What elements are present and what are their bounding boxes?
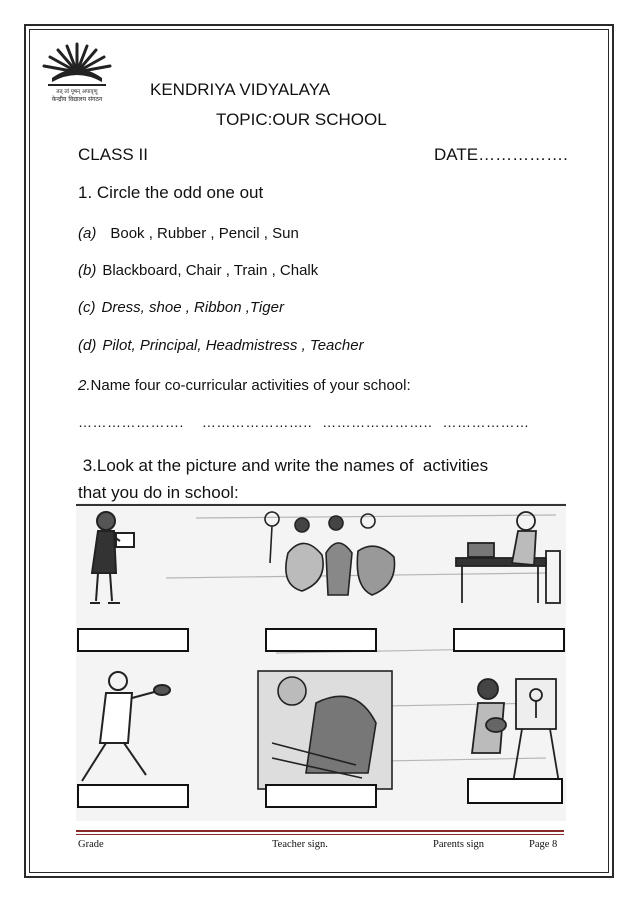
answer-blank[interactable]: ………………….. [322, 414, 433, 430]
class-label: CLASS II [78, 145, 148, 164]
option-label: (a) [78, 225, 97, 242]
logo-motto: तत् त्वं पूषन् अपावृणु [56, 89, 98, 95]
option-a [78, 225, 299, 242]
footer-page-number: Page 8 [529, 839, 558, 850]
option-text: Dress, shoe , Ribbon ,Tiger [101, 299, 284, 316]
option-label: (b) [78, 262, 97, 279]
footer-rule-thin [76, 834, 564, 835]
answer-box[interactable] [266, 629, 376, 651]
footer-grade: Grade [78, 839, 104, 850]
footer-parents-sign: Parents sign [433, 839, 485, 850]
question-2-number: 2. [78, 377, 91, 394]
date-label: DATE……………. [434, 145, 568, 164]
question-1-title: 1. Circle the odd one out [78, 183, 264, 202]
answer-blank[interactable]: ……………… [442, 414, 530, 430]
topic-title: TOPIC:OUR SCHOOL [216, 110, 387, 129]
option-text: Pilot, Principal, Headmistress , Teacher [102, 337, 364, 354]
answer-box[interactable] [266, 785, 376, 807]
activity-sewing-sketch [258, 671, 392, 789]
question-2-text: Name four co-curricular activities of your school: [90, 377, 411, 394]
option-text: Blackboard, Chair , Train , Chalk [102, 262, 319, 279]
footer-rule [76, 830, 564, 832]
option-label: (c) [78, 299, 96, 316]
question-3-line1: 3.Look at the picture and write the names of activities [78, 456, 489, 475]
answer-box[interactable] [468, 779, 562, 803]
answer-blank[interactable]: …………………. [78, 414, 184, 430]
answer-box[interactable] [78, 785, 188, 807]
question-3-line2: that you do in school: [78, 483, 239, 502]
answer-box[interactable] [78, 629, 188, 651]
question-2 [78, 377, 411, 394]
option-b [78, 262, 318, 279]
question-3 [78, 452, 488, 506]
option-d [78, 337, 364, 354]
answer-blank[interactable]: ………………….. [201, 414, 313, 430]
activities-picture [76, 503, 566, 821]
school-title: KENDRIYA VIDYALAYA [150, 80, 331, 99]
kvs-logo [34, 38, 120, 106]
answer-blanks [78, 414, 529, 430]
answer-box[interactable] [454, 629, 564, 651]
option-label: (d) [78, 337, 97, 354]
logo-org-name: केन्द्रीय विद्यालय संगठन [51, 96, 103, 103]
footer-teacher-sign: Teacher sign. [272, 839, 328, 850]
option-c [78, 299, 284, 316]
option-text: Book , Rubber , Pencil , Sun [110, 225, 299, 242]
